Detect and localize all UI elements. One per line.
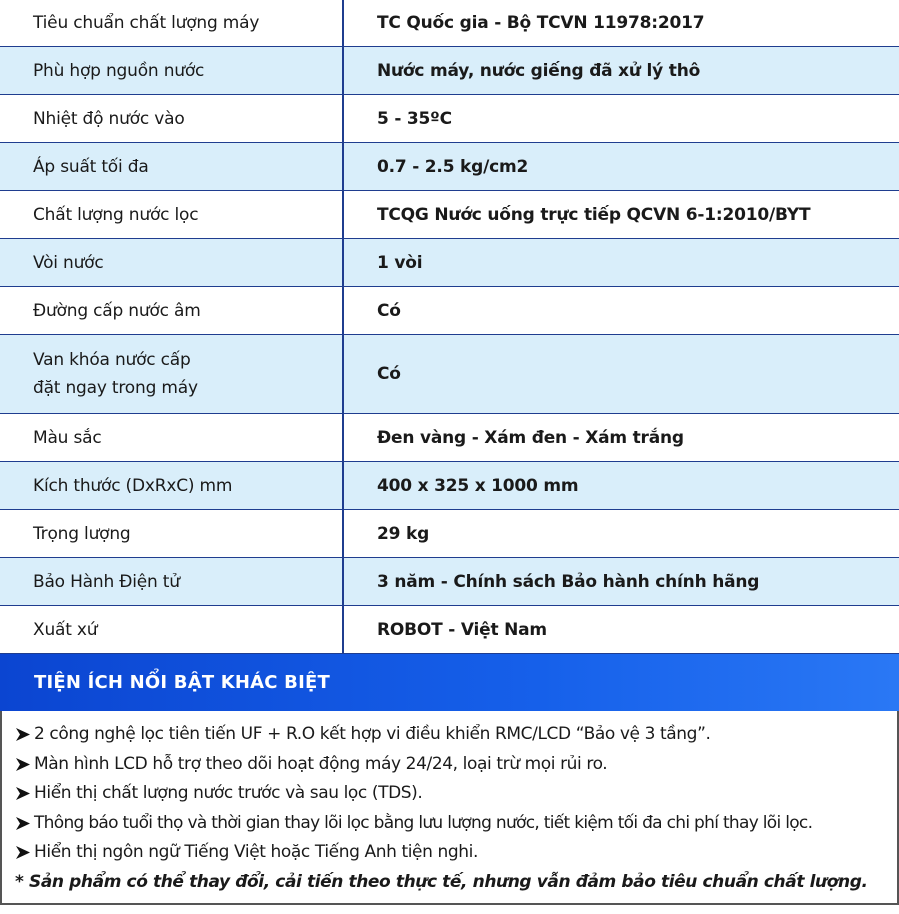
spec-label: Đường cấp nước âm: [0, 287, 343, 335]
spec-row: [0, 510, 899, 558]
spec-value: 400 x 325 x 1000 mm: [343, 462, 899, 510]
feature-text: Màn hình LCD hỗ trợ theo dõi hoạt động máy 24/24, loại trừ mọi rủi ro.: [34, 753, 608, 774]
spec-value: 29 kg: [343, 510, 899, 558]
spec-row: [0, 414, 899, 462]
spec-row: [0, 606, 899, 654]
spec-value: Có: [343, 287, 899, 335]
spec-row: [0, 95, 899, 143]
spec-value: TC Quốc gia - Bộ TCVN 11978:2017: [343, 0, 899, 47]
spec-row: [0, 462, 899, 510]
spec-value: Nước máy, nước giếng đã xử lý thô: [343, 47, 899, 95]
features-header: [0, 654, 899, 711]
spec-row: [0, 558, 899, 606]
feature-text: Thông báo tuổi thọ và thời gian thay lõi lọc bằng lưu lượng nước, tiết kiệm tối đa chi phí thay lõi lọc.: [34, 812, 813, 833]
feature-item: [15, 838, 897, 868]
spec-label: Màu sắc: [0, 414, 343, 462]
spec-value: Đen vàng - Xám đen - Xám trắng: [343, 414, 899, 462]
spec-row: [0, 335, 899, 414]
spec-row: [0, 0, 899, 47]
arrowhead-right-icon: [15, 817, 30, 830]
spec-label: Kích thước (DxRxC) mm: [0, 462, 343, 510]
feature-item: [15, 809, 897, 839]
spec-label-line: Van khóa nước cấp: [33, 350, 191, 370]
spec-label: Áp suất tối đa: [0, 143, 343, 191]
spec-label: Bảo Hành Điện tử: [0, 558, 343, 606]
spec-value: 0.7 - 2.5 kg/cm2: [343, 143, 899, 191]
spec-value: 3 năm - Chính sách Bảo hành chính hãng: [343, 558, 899, 606]
spec-row: [0, 143, 899, 191]
feature-text: Hiển thị chất lượng nước trước và sau lọc (TDS).: [34, 783, 423, 803]
spec-label: [0, 335, 343, 414]
arrowhead-right-icon: [15, 758, 30, 771]
feature-item: [15, 750, 897, 780]
arrowhead-right-icon: [15, 846, 30, 859]
spec-value: TCQG Nước uống trực tiếp QCVN 6-1:2010/BYT: [343, 191, 899, 239]
feature-text: Hiển thị ngôn ngữ Tiếng Việt hoặc Tiếng Anh tiện nghi.: [34, 842, 478, 862]
spec-label: Xuất xứ: [0, 606, 343, 654]
feature-item: [15, 720, 897, 750]
spec-value: Có: [343, 335, 899, 414]
spec-row: [0, 287, 899, 335]
features-box: [0, 711, 899, 905]
arrowhead-right-icon: [15, 787, 30, 800]
arrowhead-right-icon: [15, 728, 30, 741]
spec-row: [0, 191, 899, 239]
spec-value: 1 vòi: [343, 239, 899, 287]
spec-row: [0, 239, 899, 287]
spec-label: Trọng lượng: [0, 510, 343, 558]
spec-value: ROBOT - Việt Nam: [343, 606, 899, 654]
spec-label: Nhiệt độ nước vào: [0, 95, 343, 143]
spec-label: Tiêu chuẩn chất lượng máy: [0, 0, 343, 47]
spec-row: [0, 47, 899, 95]
disclaimer-note: * Sản phẩm có thể thay đổi, cải tiến theo thực tế, nhưng vẫn đảm bảo tiêu chuẩn chất lượng.: [15, 871, 868, 892]
spec-label: Vòi nước: [0, 239, 343, 287]
features-title: TIỆN ÍCH NỔI BẬT KHÁC BIỆT: [34, 672, 330, 693]
spec-label-line: đặt ngay trong máy: [33, 378, 198, 398]
spec-value: 5 - 35ºC: [343, 95, 899, 143]
feature-text: 2 công nghệ lọc tiên tiến UF + R.O kết hợp vi điều khiển RMC/LCD “Bảo vệ 3 tầng”.: [34, 724, 711, 744]
spec-label: Chất lượng nước lọc: [0, 191, 343, 239]
spec-label: Phù hợp nguồn nước: [0, 47, 343, 95]
feature-item: [15, 779, 897, 809]
